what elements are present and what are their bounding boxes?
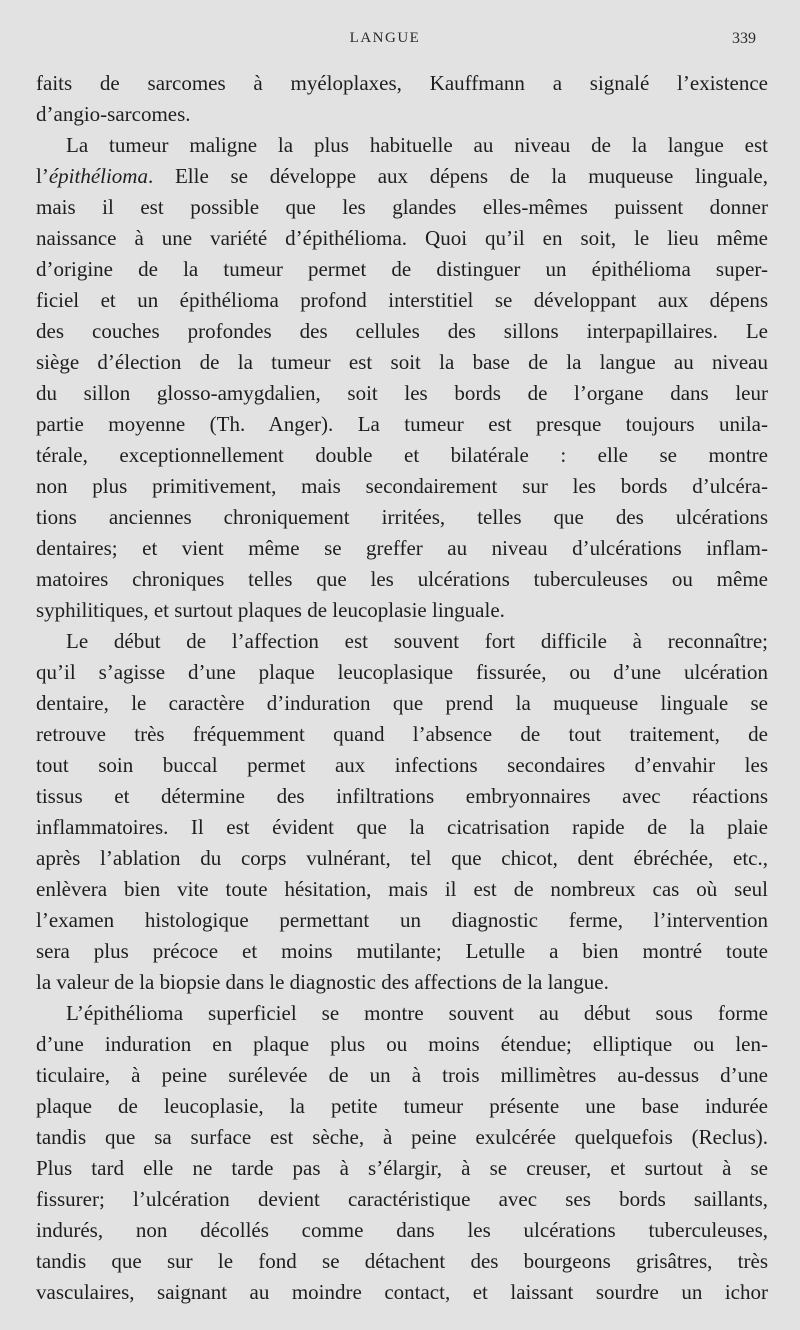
text-line: syphilitiques, et surtout plaques de leucoplasie linguale. — [36, 598, 505, 622]
text-line: l’examen histologique permettant un diagnostic ferme, l’intervention — [36, 908, 768, 932]
text-line: d’origine de la tumeur permet de distinguer un épithélioma super- — [36, 257, 768, 281]
text-line — [36, 161, 768, 192]
text-line: tout soin buccal permet aux infections secondaires d’envahir les — [36, 753, 768, 777]
text-line: retrouve très fréquemment quand l’absence de tout traitement, de — [36, 722, 768, 746]
text-line: vasculaires, saignant au moindre contact, et laissant sourdre un ichor — [36, 1280, 768, 1304]
paragraph-start-line: Le début de l’affection est souvent fort difficile à reconnaître; — [66, 629, 768, 653]
text-line: matoires chroniques telles que les ulcérations tuberculeuses ou même — [36, 567, 768, 591]
text-fragment: l’ — [36, 164, 49, 188]
text-line: partie moyenne (Th. Anger). La tumeur est presque toujours unila- — [36, 412, 768, 436]
text-line: inflammatoires. Il est évident que la cicatrisation rapide de la plaie — [36, 815, 768, 839]
text-line: dentaires; et vient même se greffer au niveau d’ulcérations inflam- — [36, 536, 768, 560]
text-line: tandis que sa surface est sèche, à peine exulcérée quelquefois (Reclus). — [36, 1125, 768, 1149]
text-line: siège d’élection de la tumeur est soit la base de la langue au niveau — [36, 350, 768, 374]
text-line: du sillon glosso-amygdalien, soit les bords de l’organe dans leur — [36, 381, 768, 405]
page-number: 339 — [732, 30, 756, 47]
text-line: indurés, non décollés comme dans les ulcérations tuberculeuses, — [36, 1218, 768, 1242]
text-line: non plus primitivement, mais secondairement sur les bords d’ulcéra- — [36, 474, 768, 498]
text-line: térale, exceptionnellement double et bilatérale : elle se montre — [36, 443, 768, 467]
text-line: la valeur de la biopsie dans le diagnostic des affections de la langue. — [36, 970, 609, 994]
text-line: après l’ablation du corps vulnérant, tel que chicot, dent ébréchée, etc., — [36, 846, 768, 870]
paragraph-start-line: L’épithélioma superficiel se montre souvent au début sous forme — [66, 1001, 768, 1025]
text-line: faits de sarcomes à myéloplaxes, Kauffmann a signalé l’existence — [36, 71, 768, 95]
text-line: d’angio-sarcomes. — [36, 102, 191, 126]
text-line: fissurer; l’ulcération devient caractéristique avec ses bords saillants, — [36, 1187, 768, 1211]
text-line: ticulaire, à peine surélevée de un à trois millimètres au-dessus d’une — [36, 1063, 768, 1087]
text-line: sera plus précoce et moins mutilante; Letulle a bien montré toute — [36, 939, 768, 963]
text-line: naissance à une variété d’épithélioma. Quoi qu’il en soit, le lieu même — [36, 226, 768, 250]
text-line: mais il est possible que les glandes elles-mêmes puissent donner — [36, 195, 768, 219]
text-line: plaque de leucoplasie, la petite tumeur présente une base indurée — [36, 1094, 768, 1118]
text-line: des couches profondes des cellules des sillons interpapillaires. Le — [36, 319, 768, 343]
body-text — [36, 68, 768, 1308]
italic-term: épithélioma — [48, 164, 148, 188]
text-line: Plus tard elle ne tarde pas à s’élargir, à se creuser, et surtout à se — [36, 1156, 768, 1180]
text-line: d’une induration en plaque plus ou moins étendue; elliptique ou len- — [36, 1032, 768, 1056]
text-line: ficiel et un épithélioma profond interstitiel se développant aux dépens — [36, 288, 768, 312]
paragraph-start-line: La tumeur maligne la plus habituelle au niveau de la langue est — [66, 133, 768, 157]
running-title: LANGUE — [349, 30, 421, 46]
text-line: dentaire, le caractère d’induration que prend la muqueuse linguale se — [36, 691, 768, 715]
text-line: tions anciennes chroniquement irritées, telles que des ulcérations — [36, 505, 768, 529]
text-line: tandis que sur le fond se détachent des bourgeons grisâtres, très — [36, 1249, 768, 1273]
text-fragment: . Elle se développe aux dépens de la muqueuse linguale, — [147, 164, 768, 188]
running-head — [0, 30, 800, 54]
text-line: enlèvera bien vite toute hésitation, mais il est de nombreux cas où seul — [36, 877, 768, 901]
text-line: tissus et détermine des infiltrations embryonnaires avec réactions — [36, 784, 768, 808]
text-line: qu’il s’agisse d’une plaque leucoplasique fissurée, ou d’une ulcération — [36, 660, 768, 684]
